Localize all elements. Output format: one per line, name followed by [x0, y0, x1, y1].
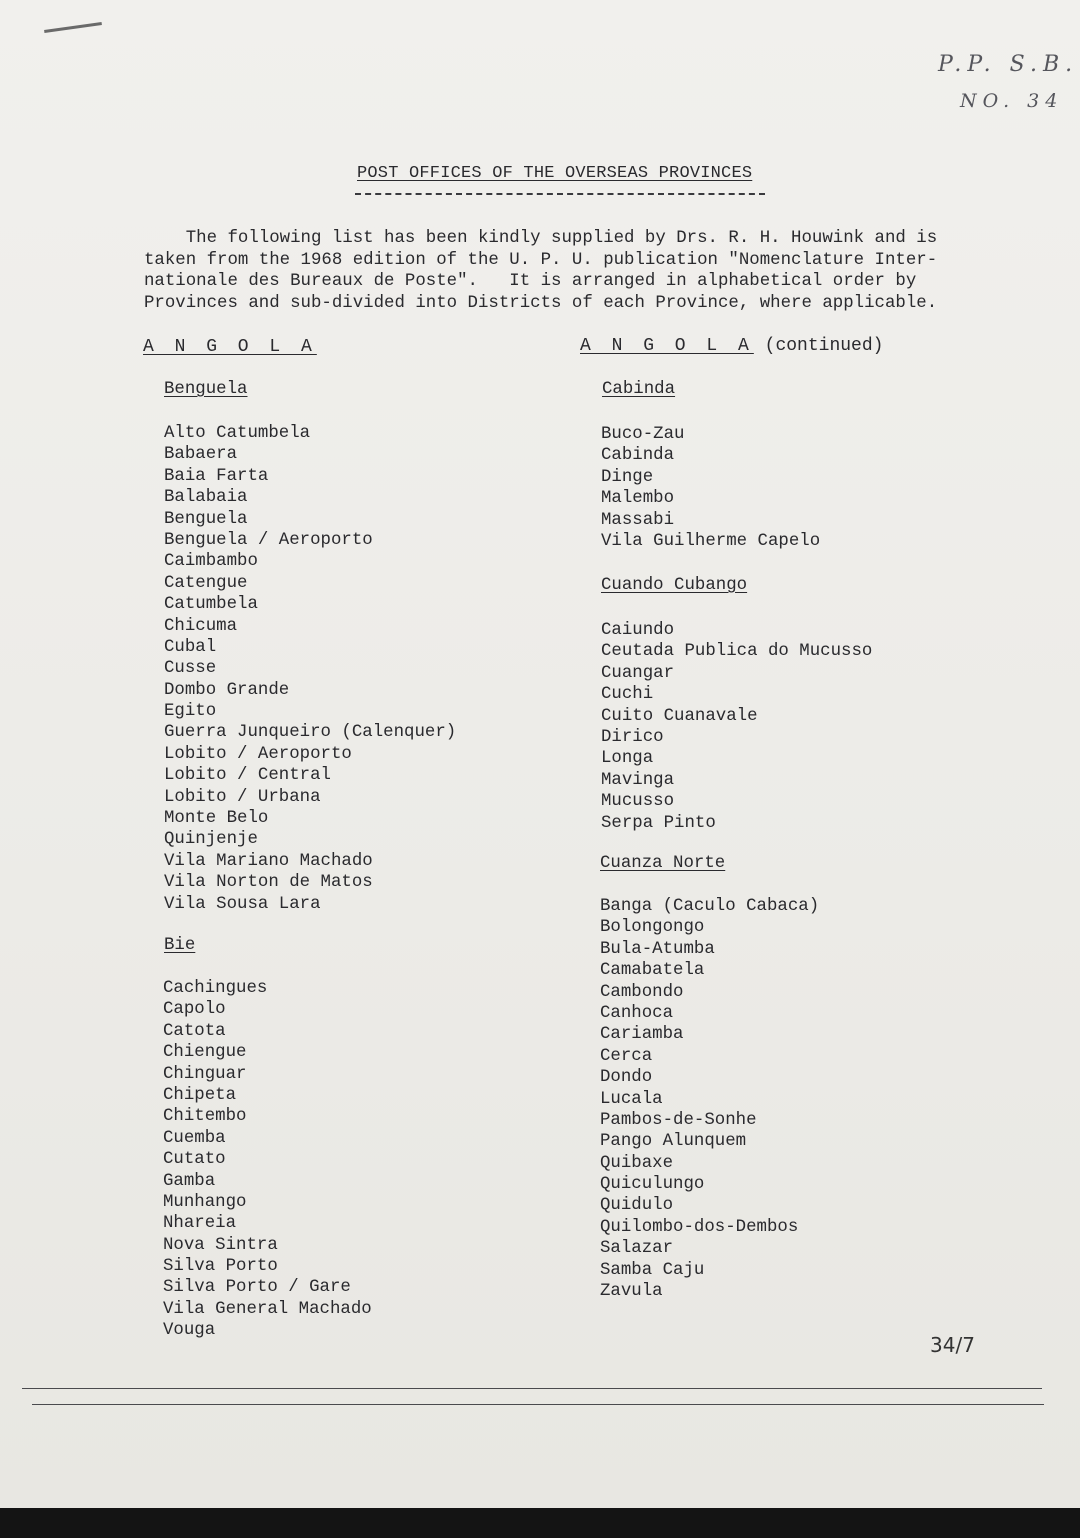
province-heading [143, 337, 317, 357]
post-office-item: Bolongongo [600, 918, 705, 938]
intro-line: nationale des Bureaux de Poste". It is arranged in alphabetical order by [144, 272, 917, 292]
post-office-item: Dirico [601, 727, 664, 747]
post-office-item: Mucusso [601, 792, 675, 812]
post-office-item: Dombo Grande [164, 680, 290, 700]
post-office-item: Cerca [600, 1046, 653, 1066]
post-office-item: Chitembo [163, 1107, 247, 1127]
post-office-item: Quinjenje [164, 830, 258, 850]
post-office-item: Capolo [163, 1000, 226, 1020]
post-office-item: Silva Porto / Gare [163, 1278, 351, 1298]
title-underline [355, 193, 765, 195]
post-office-item: Lobito / Urbana [164, 787, 321, 807]
post-office-item: Munhango [163, 1192, 247, 1212]
office-list-cabinda [601, 424, 820, 552]
post-office-item: Ceutada Publica do Mucusso [601, 642, 873, 662]
post-office-item: Malembo [601, 489, 675, 509]
post-office-item: Salazar [600, 1239, 674, 1259]
post-office-item: Vila Norton de Matos [164, 873, 373, 893]
post-office-item: Benguela [164, 509, 248, 529]
post-office-item: Dinge [601, 467, 654, 487]
post-office-item: Samba Caju [600, 1260, 705, 1280]
post-office-item: Cachingues [163, 979, 268, 998]
office-list-cuando-cubango [601, 620, 872, 834]
province-heading-continued [580, 336, 883, 356]
post-office-item: Cubal [164, 637, 217, 657]
post-office-item: Cuito Cuanavale [601, 706, 758, 726]
post-office-item: Nova Sintra [163, 1235, 278, 1255]
province-name: A N G O L A [580, 336, 754, 356]
post-office-item: Bula-Atumba [600, 939, 715, 959]
post-office-item: Chiengue [163, 1043, 247, 1063]
post-office-item: Lobito / Aeroporto [164, 744, 352, 764]
office-list-cuanza-norte [600, 896, 819, 1302]
intro-line: The following list has been kindly supplied by Drs. R. H. Houwink and is [144, 229, 938, 248]
district-heading-cabinda: Cabinda [602, 380, 676, 399]
post-office-item: Vouga [163, 1321, 216, 1341]
post-office-item: Caimbambo [164, 552, 258, 572]
post-office-item: Alto Catumbela [164, 424, 311, 443]
post-office-item: Catengue [164, 573, 248, 593]
post-office-item: Pango Alunquem [600, 1132, 747, 1152]
post-office-item: Cuemba [163, 1128, 226, 1148]
post-office-item: Cuangar [601, 663, 675, 683]
district-heading-cuanza-norte: Cuanza Norte [600, 854, 726, 873]
footer-rule-top [22, 1388, 1042, 1389]
post-office-item: Chicuma [164, 616, 238, 636]
post-office-item: Baia Farta [164, 466, 269, 486]
post-office-item: Quidulo [600, 1196, 674, 1216]
province-name: A N G O L A [143, 337, 317, 357]
post-office-item: Zavula [600, 1282, 663, 1302]
post-office-item: Lucala [600, 1089, 663, 1109]
office-list-bie [163, 978, 372, 1342]
post-office-item: Chinguar [163, 1064, 247, 1084]
post-office-item: Vila Sousa Lara [164, 894, 321, 914]
post-office-item: Vila Guilherme Capelo [601, 531, 821, 551]
post-office-item: Canhoca [600, 1003, 674, 1023]
post-office-item: Benguela / Aeroporto [164, 530, 373, 550]
district-heading-bie: Bie [164, 936, 196, 955]
post-office-item: Quibaxe [600, 1153, 674, 1173]
page-number: 34/7 [930, 1333, 975, 1357]
post-office-item: Banga (Caculo Cabaca) [600, 897, 820, 916]
post-office-item: Serpa Pinto [601, 813, 716, 833]
post-office-item: Quilombo-dos-Dembos [600, 1217, 799, 1237]
post-office-item: Vila General Machado [163, 1299, 372, 1319]
post-office-item: Camabatela [600, 961, 705, 981]
post-office-item: Balabaia [164, 488, 248, 508]
post-office-item: Guerra Junqueiro (Calenquer) [164, 723, 457, 743]
post-office-item: Quiculungo [600, 1175, 705, 1195]
post-office-item: Cusse [164, 659, 217, 679]
post-office-item: Cambondo [600, 982, 684, 1002]
post-office-item: Babaera [164, 445, 238, 465]
handwritten-ref-line1: P.P. S.B. [938, 52, 1079, 77]
post-office-item: Cariamba [600, 1025, 684, 1045]
post-office-item: Dondo [600, 1068, 653, 1088]
post-office-item: Nhareia [163, 1214, 237, 1234]
page-title: POST OFFICES OF THE OVERSEAS PROVINCES [357, 164, 753, 183]
district-heading-benguela: Benguela [164, 380, 248, 399]
post-office-item: Cabinda [601, 446, 675, 466]
province-suffix: (continued) [764, 336, 884, 356]
post-office-item: Catumbela [164, 595, 258, 615]
post-office-item: Silva Porto [163, 1257, 278, 1277]
post-office-item: Catota [163, 1021, 226, 1041]
district-heading-cuando-cubango: Cuando Cubango [601, 576, 748, 595]
footer-rule-bottom [32, 1404, 1044, 1405]
post-office-item: Egito [164, 702, 217, 722]
post-office-item: Vila Mariano Machado [164, 851, 373, 871]
intro-paragraph [144, 228, 984, 314]
post-office-item: Gamba [163, 1171, 216, 1191]
post-office-item: Caiundo [601, 621, 675, 640]
office-list-benguela [164, 423, 456, 915]
post-office-item: Lobito / Central [164, 766, 331, 786]
intro-line: taken from the 1968 edition of the U. P. U. publication "Nomenclature Inter- [144, 250, 938, 270]
post-office-item: Cutato [163, 1150, 226, 1170]
intro-line: Provinces and sub-divided into Districts of each Province, where applicable. [144, 293, 938, 313]
post-office-item: Longa [601, 749, 654, 769]
post-office-item: Monte Belo [164, 809, 269, 829]
post-office-item: Chipeta [163, 1085, 237, 1105]
post-office-item: Pambos-de-Sonhe [600, 1110, 757, 1130]
post-office-item: Mavinga [601, 770, 675, 790]
handwritten-ref-line2: NO. 34 [960, 90, 1064, 112]
post-office-item: Cuchi [601, 685, 654, 705]
post-office-item: Massabi [601, 510, 675, 530]
post-office-item: Buco-Zau [601, 425, 685, 444]
background-surface [0, 1508, 1080, 1538]
pen-mark [44, 22, 102, 33]
